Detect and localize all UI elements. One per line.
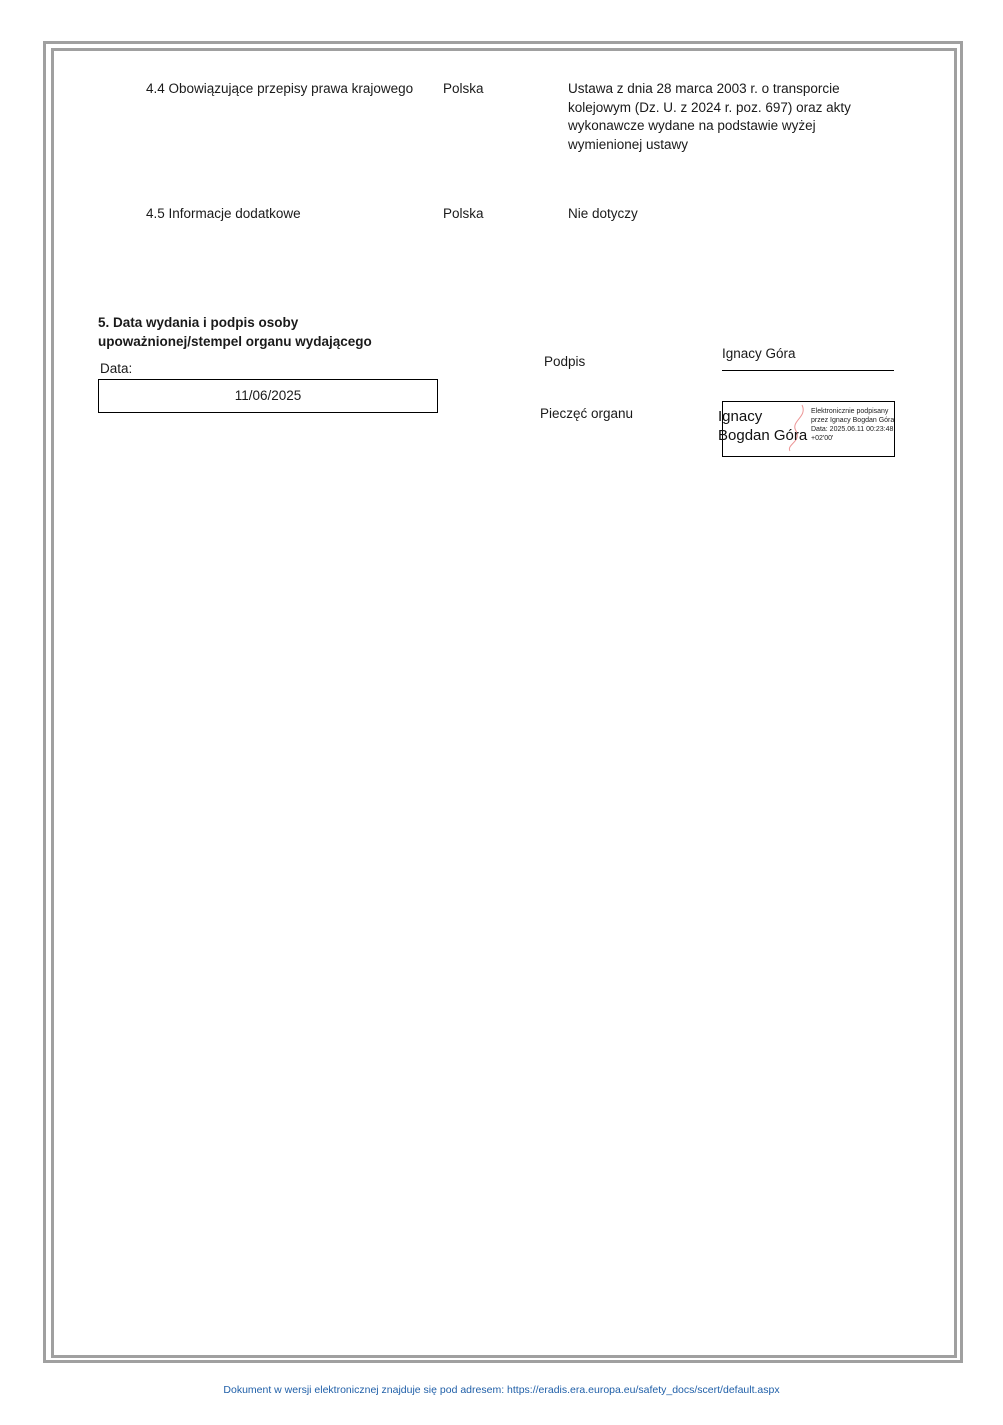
stamp-details [811, 407, 894, 443]
seal-label: Pieczęć organu [540, 406, 634, 421]
date-label: Data: [100, 361, 133, 376]
stamp-signer-name-line-2: Bogdan Góra [718, 427, 808, 444]
stamp-detail-line-2: przez Ignacy Bogdan Góra [811, 417, 895, 424]
row-4-5-label: 4.5 Informacje dodatkowe [146, 206, 301, 221]
stamp-detail-line-3: Data: 2025.06.11 00:23:48 [811, 426, 894, 433]
section-5-heading-line-1: 5. Data wydania i podpis osoby [98, 315, 299, 330]
signature-label: Podpis [544, 354, 586, 369]
section-5-heading-line-2: upoważnionej/stempel organu wydającego [98, 333, 372, 349]
signature-name: Ignacy Góra [722, 346, 796, 361]
row-4-4-value-line-4: wymienionej ustawy [568, 136, 689, 152]
row-4-4-value-line-3: wykonawcze wydane na podstawie wyżej [568, 118, 816, 133]
row-4-5-country: Polska [443, 206, 484, 221]
page-frame-inner [51, 48, 957, 1358]
row-4-4-country: Polska [443, 81, 484, 96]
row-4-5-value: Nie dotyczy [568, 206, 638, 221]
stamp-signer-name [718, 407, 807, 445]
footer-document-link[interactable]: Dokument w wersji elektronicznej znajduje się pod adresem: https://eradis.era.europa.eu/safety_docs/scert/default.aspx [223, 1384, 780, 1396]
signature-line [722, 370, 894, 371]
date-field: 11/06/2025 [98, 379, 438, 413]
row-4-4-value-line-2: kolejowym (Dz. U. z 2024 r. poz. 697) oraz akty [568, 99, 851, 115]
row-4-4-value-line-1: Ustawa z dnia 28 marca 2003 r. o transporcie [568, 81, 840, 96]
stamp-signer-name-line-1: Ignacy [718, 408, 763, 425]
stamp-detail-line-1: Elektronicznie podpisany [811, 408, 889, 415]
stamp-detail-line-4: +02'00' [811, 435, 834, 442]
row-4-4-label: 4.4 Obowiązujące przepisy prawa krajowego [146, 81, 414, 96]
